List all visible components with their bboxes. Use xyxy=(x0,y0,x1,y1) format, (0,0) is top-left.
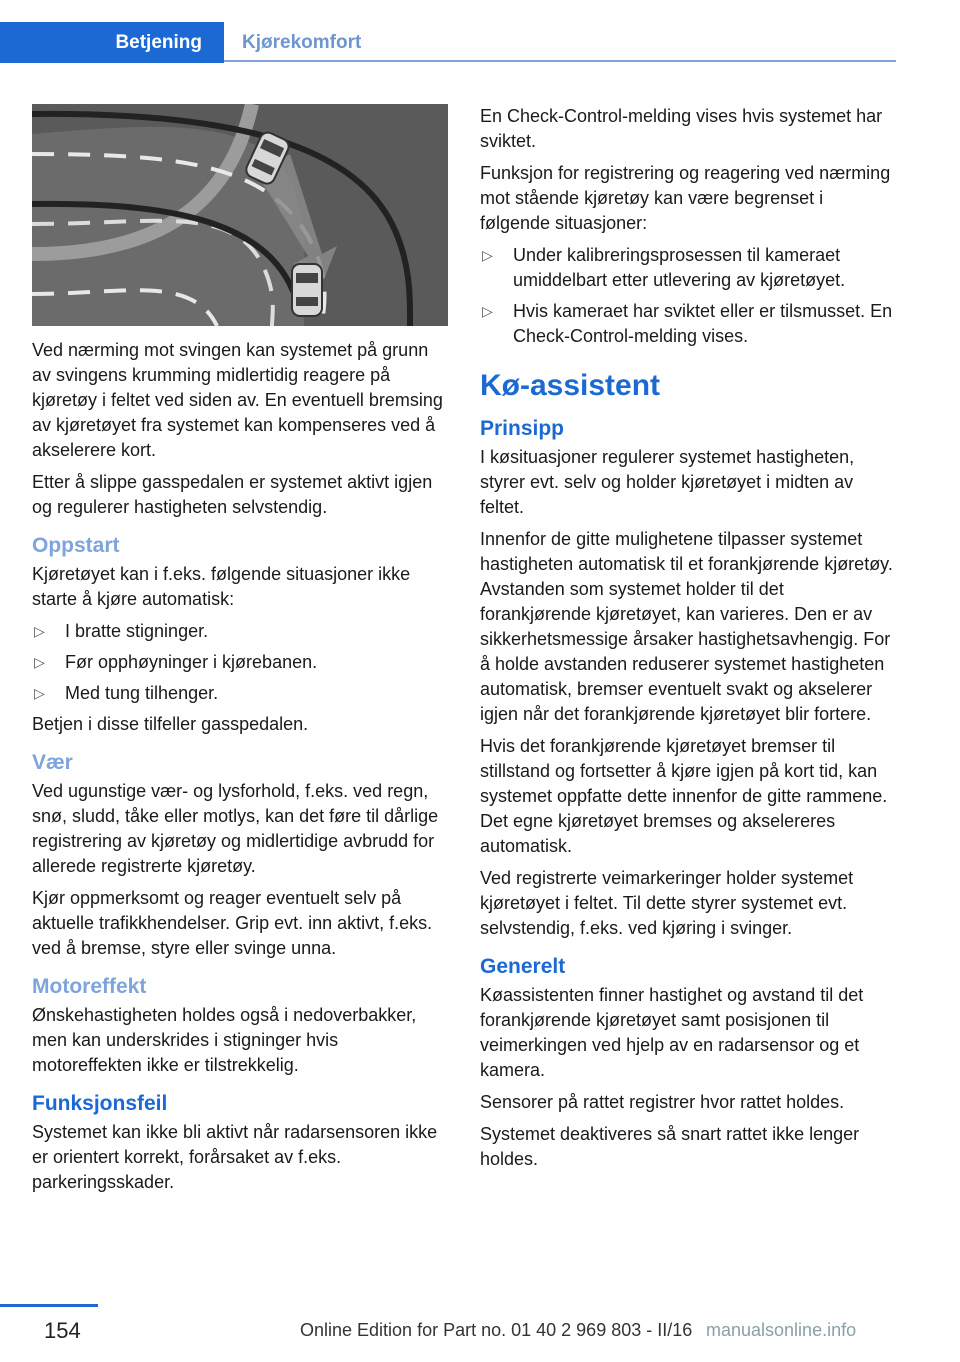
limitation-text: Funksjon for registrering og reagering ved nærming mot stående kjøretøy kan være begrenset i følgende situasjoner: xyxy=(480,163,891,233)
tab-kjorekomfort[interactable]: Kjørekomfort xyxy=(242,31,362,53)
vaer-text: Kjør oppmerksomt og reager eventuelt selv på aktuelle trafikkhendelser. Grip evt. inn aktivt, f.eks. ved å bremse, styre eller svinge unna. xyxy=(32,888,433,958)
tab-betjening[interactable]: Betjening xyxy=(0,22,224,63)
generelt-text: Sensorer på rattet registrer hvor rattet holdes. xyxy=(480,1092,845,1112)
generelt-text: Systemet deaktiveres så snart rattet ikke lenger holdes. xyxy=(480,1124,860,1169)
oppstart-after: Betjen i disse tilfeller gasspedalen. xyxy=(32,714,309,734)
car-icon xyxy=(292,264,322,316)
intro-paragraph: Etter å slippe gasspedalen er systemet aktivt igjen og regulerer hastigheten selvstendig. xyxy=(32,472,433,517)
triangle-right-icon: ▷ xyxy=(482,303,493,319)
check-control-text: En Check-Control-melding vises hvis systemet har sviktet. xyxy=(480,106,883,151)
oppstart-list xyxy=(32,619,450,706)
list-item xyxy=(32,650,450,675)
edition-text: Online Edition for Part no. 01 40 2 969 803 - II/16 xyxy=(300,1320,693,1340)
page-number: 154 xyxy=(44,1318,81,1343)
triangle-right-icon: ▷ xyxy=(34,654,45,670)
right-column xyxy=(480,104,898,1179)
prinsipp-text: Innenfor de gitte mulighetene tilpasser systemet hastigheten automatisk til et forankjørende kjøretøy. Avstanden som systemet holder til det forankjørende kjøretøyet, kan varieres. Den er av sikkerhetsmessige årsaker hastighetsavhengig. For å holde avstanden reduserer systemet hastigheten automatisk, bremser eventuelt svakt og akselerer igjen når det forankjørende kjøretøyet blir fortere. xyxy=(480,529,893,724)
heading-vaer: Vær xyxy=(32,751,73,774)
heading-motoreffekt: Motoreffekt xyxy=(32,975,147,998)
intro-paragraph: Ved nærming mot svingen kan systemet på grunn av svingens krumming midlertidig reagere på kjøretøy i feltet ved siden av. En eventuell bremsing av kjøretøyet fra systemet kan kompenseres ved å akselerere kort. xyxy=(32,340,443,460)
heading-funksjonsfeil: Funksjonsfeil xyxy=(32,1092,168,1115)
generelt-text: Køassistenten finner hastighet og avstand til det forankjørende kjøretøyet samt posisjonen til veimerkingen ved hjelp av en radarsensor og et kamera. xyxy=(480,985,864,1080)
heading-oppstart: Oppstart xyxy=(32,534,120,557)
heading-generelt: Generelt xyxy=(480,955,566,978)
left-column xyxy=(32,104,450,1202)
footer-divider xyxy=(0,1304,98,1307)
curve-illustration xyxy=(32,104,448,326)
list-item-text: Med tung tilhenger. xyxy=(65,683,219,703)
list-item xyxy=(480,299,898,349)
list-item xyxy=(32,681,450,706)
prinsipp-text: Ved registrerte veimarkeringer holder systemet kjøretøyet i feltet. Til dette styrer systemet evt. selvstendig, f.eks. ved kjøring i svinger. xyxy=(480,868,854,938)
list-item xyxy=(32,619,450,644)
triangle-right-icon: ▷ xyxy=(482,247,493,263)
motor-text: Ønskehastigheten holdes også i nedoverbakker, men kan underskrides i stigninger hvis motoreffekten ikke er tilstrekkelig. xyxy=(32,1005,417,1075)
section-title: Kø-assistent xyxy=(480,369,661,402)
page-header xyxy=(0,0,960,64)
watermark: manualsonline.info xyxy=(706,1320,857,1340)
list-item xyxy=(480,243,898,293)
list-item-text: Før opphøyninger i kjørebanen. xyxy=(65,652,318,672)
prinsipp-text: Hvis det forankjørende kjøretøyet bremser til stillstand og fortsetter å kjøre igjen på kort tid, kan systemet oppfatte dette innenfor de gitte rammene. Det egne kjøretøyet bremses og akselereres automatisk. xyxy=(480,736,888,856)
list-item-text: I bratte stigninger. xyxy=(65,621,209,641)
prinsipp-text: I køsituasjoner regulerer systemet hastigheten, styrer evt. selv og holder kjøretøyet i midten av feltet. xyxy=(480,447,855,517)
triangle-right-icon: ▷ xyxy=(34,685,45,701)
heading-prinsipp: Prinsipp xyxy=(480,417,565,440)
triangle-right-icon: ▷ xyxy=(34,623,45,639)
limitation-list xyxy=(480,243,898,349)
funk-text: Systemet kan ikke bli aktivt når radarsensoren ikke er orientert korrekt, forårsaket av f.eks. parkeringsskader. xyxy=(32,1122,438,1192)
list-item-text: Under kalibreringsprosessen til kameraet umiddelbart etter utlevering av kjøretøyet. xyxy=(513,245,846,290)
header-divider xyxy=(224,60,896,62)
vaer-text: Ved ugunstige vær- og lysforhold, f.eks. ved regn, snø, sludd, tåke eller motlys, kan det føre til dårlige registrering av kjøretøy og midlertidige avbrudd for allerede registrerte kjøretøy. xyxy=(32,781,439,876)
oppstart-text: Kjøretøyet kan i f.eks. følgende situasjoner ikke starte å kjøre automatisk: xyxy=(32,564,411,609)
list-item-text: Hvis kameraet har sviktet eller er tilsmusset. En Check-Control-melding vises. xyxy=(513,301,893,346)
